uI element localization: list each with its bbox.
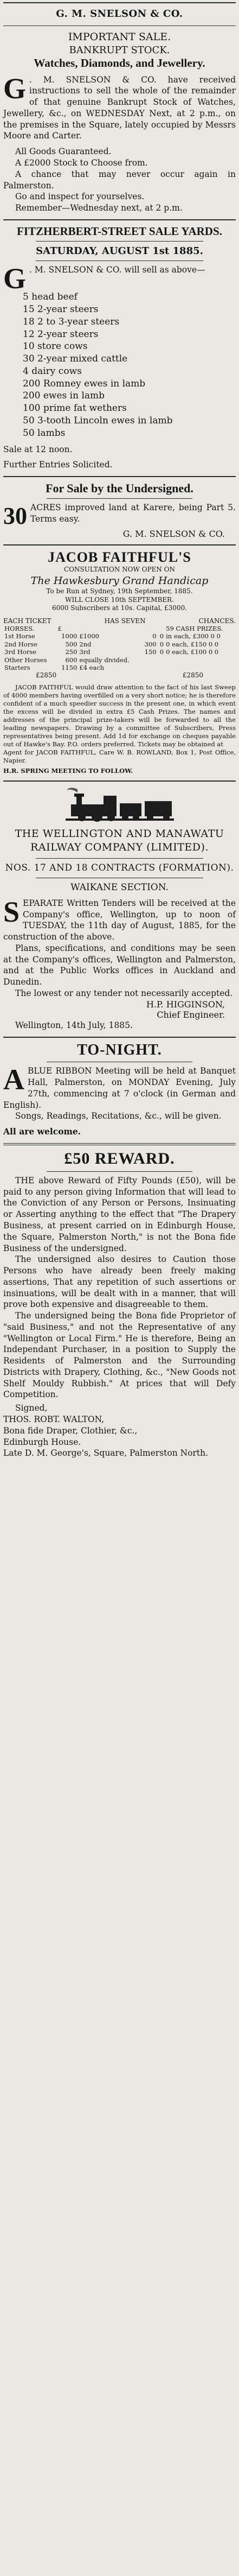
table-cell: 3rd — [79, 648, 91, 656]
masthead-title: G. M. SNELSON & CO. — [56, 8, 183, 20]
ad5-sig-date: Wellington, 14th July, 1885. — [15, 1020, 133, 1030]
table-cell: 1st Horse — [4, 632, 35, 640]
ad1-line-2: A chance that may never occur again in Palmerston. — [3, 169, 236, 191]
table-cell: equally divided. — [79, 656, 130, 664]
ad7-body: THE above Reward of Fifty Pounds (£50), will be paid to any person giving Information that will lead to the Conviction of any Person or Persons, Insinuating or Asserting anything to the effect that "The Drapery Business, at present carried on in Edinburgh House, the Square, Palmerston North," is not the Bona fide Business of the undersigned. — [3, 1175, 236, 1253]
ad7-sig-line3: Edinburgh House. — [3, 1437, 81, 1447]
ad4-sub3: To be Run at Sydney, 19th September, 1885. — [46, 587, 193, 595]
table-cell — [141, 656, 158, 664]
ad7-sig-line4: Late D. M. George's, Square, Palmerston North. — [3, 1448, 209, 1458]
ad4-address: Agent for JACOB FAITHFUL, Care W. B. ROWLAND, Box 1, Post Office, Napier. — [3, 748, 236, 764]
table-cell: 600 — [65, 656, 77, 664]
ad7-sig-line2: Bona fide Draper, Clothier, &c., — [3, 1425, 138, 1436]
ad-sale-yards — [3, 225, 236, 471]
table-cell: 250 — [65, 648, 77, 656]
table-cell: £ — [57, 625, 62, 632]
ad6-body2: Songs, Readings, Recitations, &c., will be given. — [15, 1111, 222, 1121]
table-row — [3, 632, 236, 640]
ad2-item-list — [3, 291, 236, 439]
table-cell: 0 — [159, 632, 164, 640]
ad4-total: £2850 — [36, 671, 57, 680]
table-cell — [165, 664, 236, 671]
ad6-title: TO-NIGHT. — [77, 1041, 162, 1058]
ad4-sub4: WILL CLOSE 10th SEPTEMBER. — [65, 595, 174, 604]
table-cell: 500 — [65, 640, 77, 648]
table-cell: 0 — [159, 648, 164, 656]
ad5-body3: The lowest or any tender not necessarily accepted. — [15, 988, 233, 998]
ad4-col-headers — [3, 617, 236, 625]
table-cell: 0 each, £100 0 0 — [166, 648, 219, 656]
ad1-line-0: All Goods Guaranteed. — [15, 147, 112, 157]
table-cell: 0 each, £150 0 0 — [166, 640, 219, 648]
ad4-totals — [3, 671, 236, 679]
table-cell: £1000 — [79, 632, 99, 640]
ad2-sale-time: Sale at 12 noon. — [3, 444, 73, 454]
ad-tonight — [3, 1042, 236, 1138]
separator — [3, 544, 236, 545]
ad1-dropcap: G — [3, 72, 27, 105]
ad-reward — [3, 1150, 236, 1459]
table-cell — [165, 656, 236, 664]
ad6-dropcap: A — [3, 1063, 24, 1096]
ad2-intro: . M. SNELSON & CO. will sell as above— — [29, 265, 205, 275]
ad1-subtitle: BANKRUPT STOCK. — [69, 45, 170, 56]
table-cell: 2nd — [79, 640, 92, 648]
ad5-body2: Plans, specifications, and conditions may be seen at the Company's offices, Wellington and Palmerston, and at the Public Works offices in Auckland and Dunedin. — [3, 943, 236, 987]
ad4-sub5: 6000 Subscribers at 10s. Capital, £3000. — [51, 604, 188, 612]
table-cell: HORSES. — [4, 625, 35, 632]
table-cell: 150 — [144, 648, 157, 656]
table-cell — [141, 664, 158, 671]
list-item: 50 lambs — [23, 427, 66, 439]
separator — [3, 219, 236, 220]
ad2-date: SATURDAY, AUGUST 1st 1885. — [36, 245, 203, 257]
ad7-sig-label: Signed, — [15, 1403, 48, 1413]
list-item: 50 3-tooth Lincoln ewes in lamb — [23, 415, 173, 426]
table-cell — [158, 656, 165, 664]
ad4-col-header: CHANCES. — [198, 617, 236, 625]
ad7-title: £50 REWARD. — [64, 1149, 175, 1168]
ad5-body: EPARATE Written Tenders will be received at the Company's office, Wellington, up to noon of TUESDAY, the 11th day of August, 1885, for the construction of the above. — [3, 898, 236, 942]
list-item: 18 2 to 3-year steers — [23, 316, 120, 327]
ad4-title: JACOB FAITHFUL'S — [48, 549, 191, 566]
ad2-title: FITZHERBERT-STREET SALE YARDS. — [17, 224, 222, 238]
ad4-prize-table — [3, 625, 236, 671]
ad7-body3: The undersigned being the Bona fide Proprietor of "said Business," and not the Representative of any "Wellington or Local Firm." He is therefore, Being an Independant Purchaser, in a position to Supply the Residents of Palmerston and the Surrounding Districts with Drapery, Clothing, &c., "New Goods not Shelf Mouldy Rubbish." At prices that will Defy Competition. — [3, 1311, 236, 1400]
ad4-sub2: The Hawkesbury Grand Handicap — [30, 574, 209, 587]
table-cell: £4 each — [79, 663, 105, 671]
ad-for-sale — [3, 481, 236, 539]
table-row — [3, 656, 236, 664]
table-cell: 1000 — [61, 632, 77, 640]
ad5-sig-title: Chief Engineer. — [157, 1009, 225, 1020]
list-item: 30 2-year mixed cattle — [23, 353, 128, 365]
newspaper-page — [0, 2, 239, 1463]
ad5-title: THE WELLINGTON AND MANAWATU RAILWAY COMPANY (LIMITED). — [15, 827, 224, 854]
ad1-line-1: A £2000 Stock to Choose from. — [15, 157, 148, 168]
ad4-col-header: EACH TICKET — [3, 617, 51, 625]
ad1-body: . M. SNELSON & CO. have received instructions to sell the whole of the remainder of that genuine Bankrupt Stock of Watches, Jewellery, &c., on WEDNESDAY Next, at 2 p.m., on the premises in the Square, lately occupied by Messrs Moore and Carter. — [3, 74, 236, 141]
list-item: 200 Romney ewes in lamb — [23, 378, 146, 389]
ad6-footer: All are welcome. — [3, 1126, 81, 1137]
list-item: 12 2-year steers — [23, 328, 99, 340]
ad5-section: WAIKANE SECTION. — [70, 881, 169, 893]
ad4-col-header: HAS SEVEN — [104, 617, 146, 625]
list-item: 5 head beef — [23, 291, 77, 303]
ad5-sig-name: H.P. HIGGINSON, — [146, 999, 225, 1010]
ad2-footer: Further Entries Solicited. — [3, 460, 113, 470]
table-cell: 2nd Horse — [4, 640, 37, 648]
ad5-contract: NOS. 17 AND 18 CONTRACTS (FORMATION). — [5, 862, 234, 873]
ad4-body: JACOB FAITHFUL would draw attention to the fact of his last Sweep of 4000 members having overfilled on a very short notice; he is therefore confident of a much speedier success in the present one, in which event the excess will be divided in extra £5 Cash Prizes. The names and addresses of the principal prize-takers will be forwarded to all the leading newspapers. Drawing by a committee of Subscribers, Press representatives being present. Add 1d for exchange on cheques payable out of Hawke's Bay. P.O. orders preferred. Tickets may be obtained at — [3, 683, 236, 748]
table-row — [3, 648, 236, 656]
table-cell: 1150 — [61, 663, 77, 671]
separator — [3, 1143, 236, 1145]
list-item: 100 prime fat wethers — [23, 403, 127, 414]
ad1-title: IMPORTANT SALE. — [68, 31, 171, 43]
list-item: 4 dairy cows — [23, 365, 82, 377]
ad7-body2: The undersigned also desires to Caution those Persons who have already been freely making assertions, That any repetition of such assertions or insinuations, will be dealt with in a manner, that will prove both expensive and disagreeable to them. — [3, 1254, 236, 1310]
list-item: 15 2-year steers — [23, 304, 99, 315]
table-row — [3, 640, 236, 648]
ad3-sig: G. M. SNELSON & CO. — [122, 529, 225, 540]
ad-jacob-faithful — [3, 550, 236, 775]
ad1-heading: Watches, Diamonds, and Jewellery. — [34, 56, 205, 70]
ad3-title: For Sale by the Undersigned. — [46, 481, 193, 496]
ad4-sub1: CONSULTATION NOW OPEN ON — [64, 565, 175, 573]
ad-railway-tenders — [3, 786, 236, 1031]
top-rule — [3, 2, 236, 3]
table-cell: Other Horses — [4, 656, 47, 664]
table-cell: 0 — [152, 632, 157, 640]
ad6-body: BLUE RIBBON Meeting will be held at Banquet Hall, Palmerston, on MONDAY Evening, July 27th, commencing at 7 o'clock (in German and English). — [3, 1066, 236, 1110]
ad5-dropcap: S — [3, 895, 20, 928]
table-cell — [158, 664, 165, 671]
table-cell: Starters — [4, 663, 30, 671]
table-cell: 300 — [144, 640, 157, 648]
table-cell: in each, £300 0 0 — [166, 632, 221, 640]
ad4-total-right: £2850 — [182, 671, 203, 680]
table-cell: 0 — [159, 640, 164, 648]
ad3-body: ACRES improved land at Karere, being Part 5. Terms easy. — [30, 503, 236, 524]
list-item: 200 ewes in lamb — [23, 390, 105, 402]
separator — [3, 1037, 236, 1038]
ad1-line-3: Go and inspect for yourselves. — [15, 192, 145, 202]
ad7-sig-name: THOS. ROBT. WALTON, — [3, 1414, 105, 1424]
table-cell: 59 CASH PRIZES. — [166, 625, 223, 632]
list-item: 10 store cows — [23, 341, 88, 352]
ad-important-sale — [3, 30, 236, 213]
table-row — [3, 664, 236, 671]
separator — [3, 476, 236, 477]
ad4-next: H.R. SPRING MEETING TO FOLLOW. — [3, 766, 133, 775]
locomotive-icon — [66, 786, 174, 824]
ad2-dropcap: G — [3, 262, 27, 295]
ad3-dropcap: 30 — [3, 503, 27, 530]
separator — [3, 781, 236, 782]
table-cell: 3rd Horse — [4, 648, 36, 656]
ad1-line-4: Remember—Wednesday next, at 2 p.m. — [15, 203, 183, 213]
